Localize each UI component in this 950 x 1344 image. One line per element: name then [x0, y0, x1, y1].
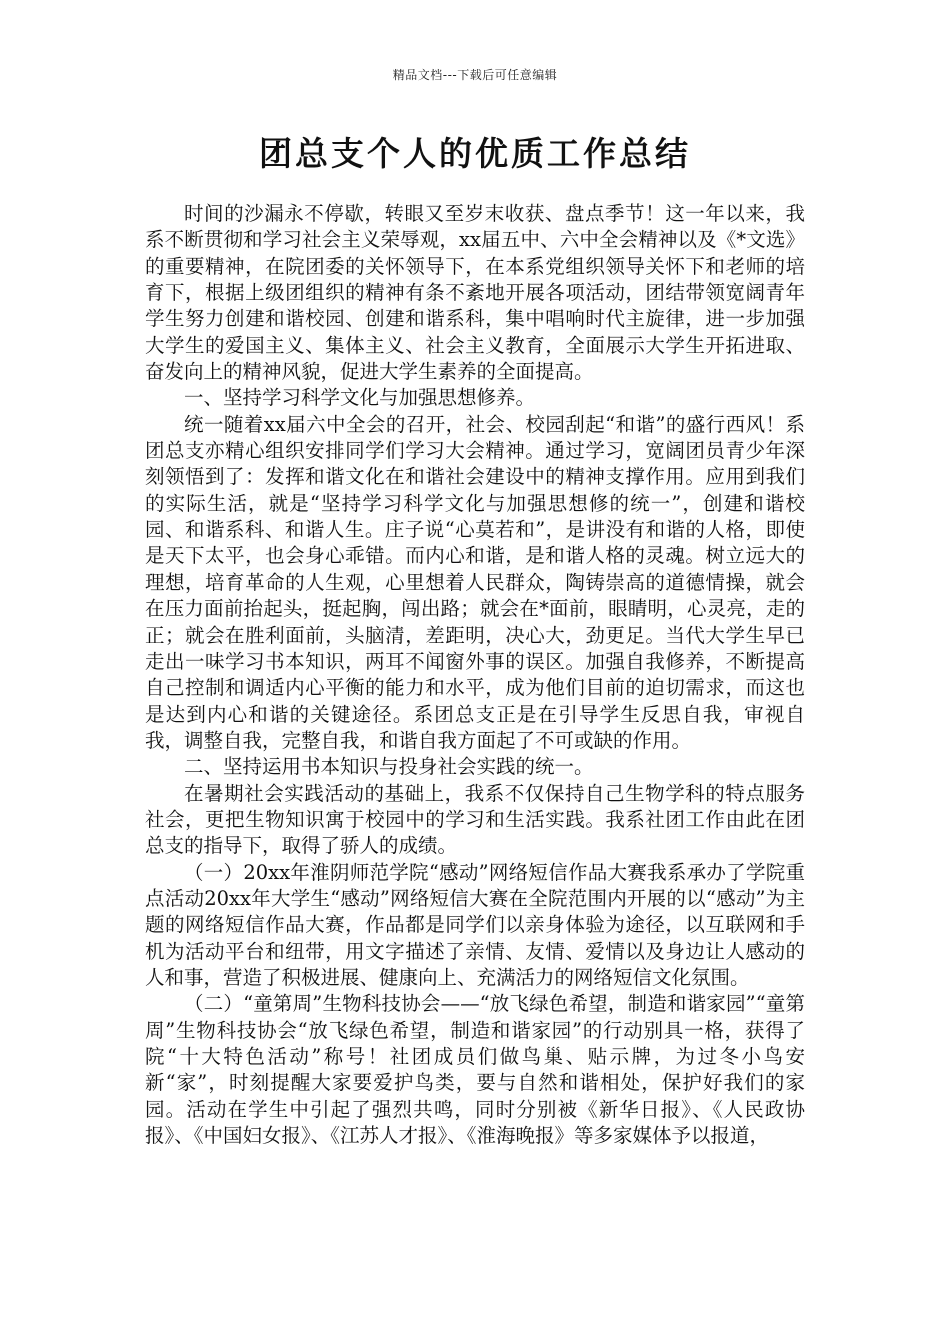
paragraph-intro: 时间的沙漏永不停歇，转眼又至岁末收获、盘点季节！这一年以来，我系不断贯彻和学习社会主义荣辱观，xx届五中、六中全会精神以及《*文选》的重要精神，在院团委的关怀领导下，在本系党组织领导关怀下和老师的培育下，根据上级团组织的精神有条不紊地开展各项活动，团结带领宽阔青年学生努力创建和谐校园、创建和谐系科，集中唱响时代主旋律，进一步加强大学生的爱国主义、集体主义、社会主义教育，全面展示大学生开拓进取、奋发向上的精神风貌，促进大学生素养的全面提高。 — [145, 202, 805, 384]
header-note: 精品文档---下载后可任意编辑 — [392, 68, 558, 82]
paragraph-section-2: 在暑期社会实践活动的基础上，我系不仅保持自己生物学科的特点服务社会，更把生物知识寓于校园中的学习和生活实践。我系社团工作由此在团总支的指导下，取得了骄人的成绩。 — [145, 781, 805, 858]
paragraph-section-1: 统一随着xx届六中全会的召开，社会、校园刮起“和谐”的盛行西风！系团总支亦精心组织安排同学们学习大会精神。通过学习，宽阔团员青少年深刻领悟到了：发挥和谐文化在和谐社会建设中的精神支撑作用。应用到我们的实际生活，就是“坚持学习科学文化与加强思想修的统一”，创建和谐校园、和谐系科、和谐人生。庄子说“心莫若和”，是讲没有和谐的人格，即使是天下太平，也会身心乖错。而内心和谐，是和谐人格的灵魂。树立远大的理想，培育革命的人生观，心里想着人民群众，陶铸崇高的道德情操，就会在压力面前抬起头，挺起胸，闯出路；就会在*面前，眼睛明，心灵亮，走的正；就会在胜利面前，头脑清，差距明，决心大，劲更足。当代大学生早已走出一味学习书本知识，两耳不闻窗外事的误区。加强自我修养，不断提高自己控制和调适内心平衡的能力和水平，成为他们目前的迫切需求，而这也是达到内心和谐的关键途径。系团总支正是在引导学生反思自我，审视自我，调整自我，完整自我，和谐自我方面起了不可或缺的作用。 — [145, 412, 805, 752]
document-body — [145, 201, 805, 1149]
paragraph-item-2: （二）“童第周”生物科技协会——“放飞绿色希望，制造和谐家园”“童第周”生物科技协会“放飞绿色希望，制造和谐家园”的行动别具一格，获得了院“十大特色活动”称号！社团成员们做鸟巢、贴示牌，为过冬小鸟安新“家”，时刻提醒大家要爱护鸟类，要与自然和谐相处，保护好我们的家园。活动在学生中引起了强烈共鸣，同时分别被《新华日报》、《人民政协报》、《中国妇女报》、《江苏人才报》、《淮海晚报》等多家媒体予以报道， — [145, 992, 805, 1148]
section-heading-2: 二、坚持运用书本知识与投身社会实践的统一。 — [184, 755, 594, 779]
section-heading-1: 一、坚持学习科学文化与加强思想修养。 — [184, 386, 536, 410]
paragraph-item-1: （一）20xx年淮阴师范学院“感动”网络短信作品大赛我系承办了学院重点活动20xx年大学生“感动”网络短信大赛在全院范围内开展的以“感动”为主题的网络短信作品大赛，作品都是同学们以亲身体验为途径，以互联网和手机为活动平台和纽带，用文字描述了亲情、友情、爱情以及身边让人感动的人和事，营造了积极进展、健康向上、充满活力的网络短信文化氛围。 — [145, 860, 805, 989]
document-title: 团总支个人的优质工作总结 — [259, 134, 691, 173]
